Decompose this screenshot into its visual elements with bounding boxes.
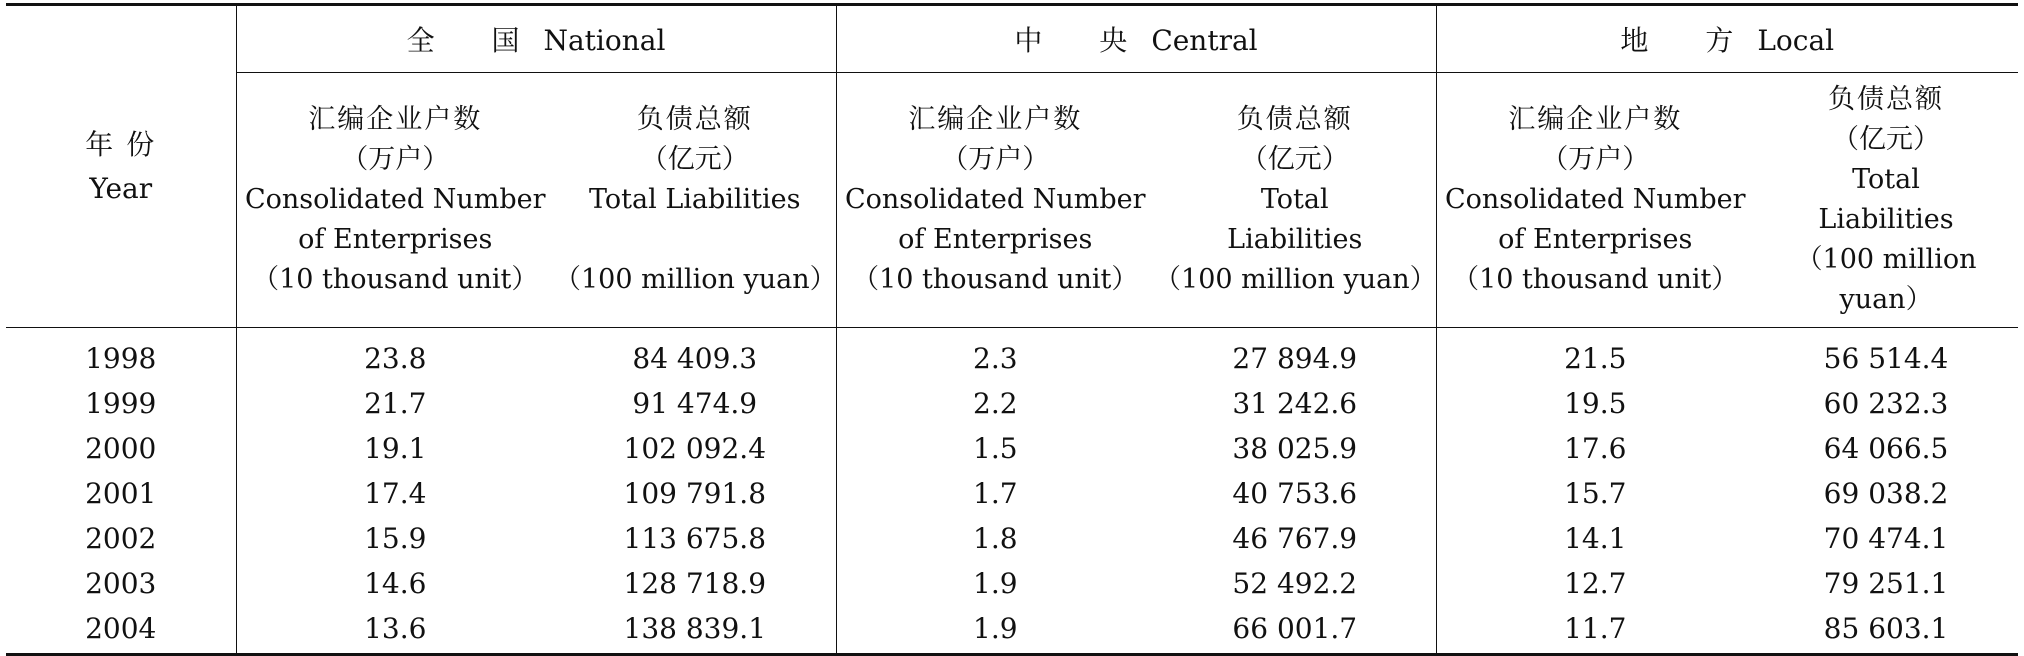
year-column-header: 年 份 Year [6, 5, 236, 328]
header-en2: Liabilities [1227, 224, 1363, 255]
header-en2: of Enterprises [898, 224, 1093, 255]
value-cell: 1.9 [836, 606, 1154, 655]
header-zh: 汇编企业户数 [308, 104, 483, 135]
year-cell: 1998 [6, 328, 236, 382]
header-en1: Consolidated Number [844, 184, 1146, 215]
value-cell: 15.7 [1564, 477, 1627, 510]
header-unit-en: （10 thousand unit） [1452, 264, 1739, 295]
value-cell: 2.3 [973, 342, 1018, 375]
header-zh: 负债总额 [1236, 104, 1353, 135]
value-cell: 40 753.6 [1154, 471, 1436, 516]
value-cell: 52 492.2 [1154, 561, 1436, 606]
header-en2: Liabilities [1818, 204, 1954, 235]
value-cell: 15.9 [364, 522, 427, 555]
value-cell: 91 474.9 [554, 381, 836, 426]
value-cell: 102 092.4 [554, 426, 836, 471]
header-en2: of Enterprises [1498, 224, 1693, 255]
value-cell: 17.4 [364, 477, 427, 510]
value-cell: 64 066.5 [1823, 432, 1949, 465]
year-cell: 1999 [6, 381, 236, 426]
header-unit-en: （100 million yuan） [1154, 264, 1437, 295]
value-cell: 12.7 [1564, 567, 1627, 600]
group-header-central: 中 央Central [836, 5, 1436, 73]
header-unit-zh: （万户） [1541, 144, 1650, 175]
year-cell: 2004 [6, 606, 236, 655]
header-unit-zh: （亿元） [640, 144, 749, 175]
header-unit-zh: （亿元） [1240, 144, 1349, 175]
table-row [6, 426, 2018, 471]
value-cell: 19.1 [364, 432, 427, 465]
value-cell: 79 251.1 [1823, 567, 1949, 600]
column-header-enterprises [836, 73, 1154, 328]
header-unit-en: （10 thousand unit） [852, 264, 1139, 295]
value-cell: 21.5 [1564, 342, 1627, 375]
header-zh: 负债总额 [1828, 84, 1945, 115]
year-cell: 2001 [6, 471, 236, 516]
value-cell: 38 025.9 [1154, 426, 1436, 471]
header-unit-zh: （万户） [341, 144, 450, 175]
value-cell: 113 675.8 [554, 516, 836, 561]
table-row [6, 606, 2018, 655]
value-cell: 46 767.9 [1154, 516, 1436, 561]
year-cell: 2002 [6, 516, 236, 561]
table-row [6, 561, 2018, 606]
value-cell: 19.5 [1564, 387, 1627, 420]
statistics-table [6, 3, 2018, 656]
column-header-liabilities [1154, 73, 1436, 328]
column-header-enterprises [1436, 73, 1754, 328]
table-row [6, 516, 2018, 561]
group-header-row [6, 5, 2018, 73]
value-cell: 17.6 [1564, 432, 1627, 465]
group-header-national: 全 国National [236, 5, 836, 73]
value-cell: 56 514.4 [1823, 342, 1949, 375]
header-zh: 汇编企业户数 [908, 104, 1083, 135]
header-en1: Consolidated Number [1444, 184, 1746, 215]
value-cell: 128 718.9 [554, 561, 836, 606]
value-cell: 13.6 [236, 606, 554, 655]
value-cell: 60 232.3 [1823, 387, 1949, 420]
table-row [6, 381, 2018, 426]
value-cell: 23.8 [364, 342, 427, 375]
year-cell: 2003 [6, 561, 236, 606]
table-row [6, 471, 2018, 516]
column-header-liabilities [554, 73, 836, 328]
header-unit-en: （100 million yuan） [554, 264, 837, 295]
value-cell: 1.5 [973, 432, 1018, 465]
value-cell: 1.7 [973, 477, 1018, 510]
value-cell: 27 894.9 [1154, 328, 1436, 382]
value-cell: 14.1 [1564, 522, 1627, 555]
value-cell: 109 791.8 [554, 471, 836, 516]
value-cell: 2.2 [973, 387, 1018, 420]
header-en1: Total Liabilities [589, 184, 801, 215]
value-cell: 1.9 [973, 567, 1018, 600]
header-unit-zh: （亿元） [1832, 124, 1941, 155]
value-cell: 21.7 [364, 387, 427, 420]
value-cell: 69 038.2 [1823, 477, 1949, 510]
value-cell: 11.7 [1436, 606, 1754, 655]
header-en1: Total [1260, 184, 1329, 215]
value-cell: 1.8 [973, 522, 1018, 555]
header-zh: 负债总额 [636, 104, 753, 135]
header-unit-zh: （万户） [941, 144, 1050, 175]
column-header-liabilities [1754, 73, 2018, 328]
column-header-enterprises [236, 73, 554, 328]
header-en2: of Enterprises [298, 224, 493, 255]
header-en1: Total [1852, 164, 1920, 195]
table-body [6, 328, 2018, 655]
header-en1: Consolidated Number [244, 184, 546, 215]
header-zh: 汇编企业户数 [1508, 104, 1683, 135]
header-en2 [554, 220, 836, 260]
value-cell: 84 409.3 [554, 328, 836, 382]
header-unit-en: （10 thousand unit） [252, 264, 539, 295]
group-header-local: 地 方Local [1436, 5, 2018, 73]
value-cell: 31 242.6 [1154, 381, 1436, 426]
year-cell: 2000 [6, 426, 236, 471]
table-row [6, 328, 2018, 382]
header-unit-en: （100 million yuan） [1795, 244, 1977, 315]
sub-header-row [6, 73, 2018, 328]
value-cell: 138 839.1 [554, 606, 836, 655]
value-cell: 70 474.1 [1823, 522, 1949, 555]
value-cell: 85 603.1 [1754, 606, 2018, 655]
value-cell: 14.6 [364, 567, 427, 600]
value-cell: 66 001.7 [1154, 606, 1436, 655]
